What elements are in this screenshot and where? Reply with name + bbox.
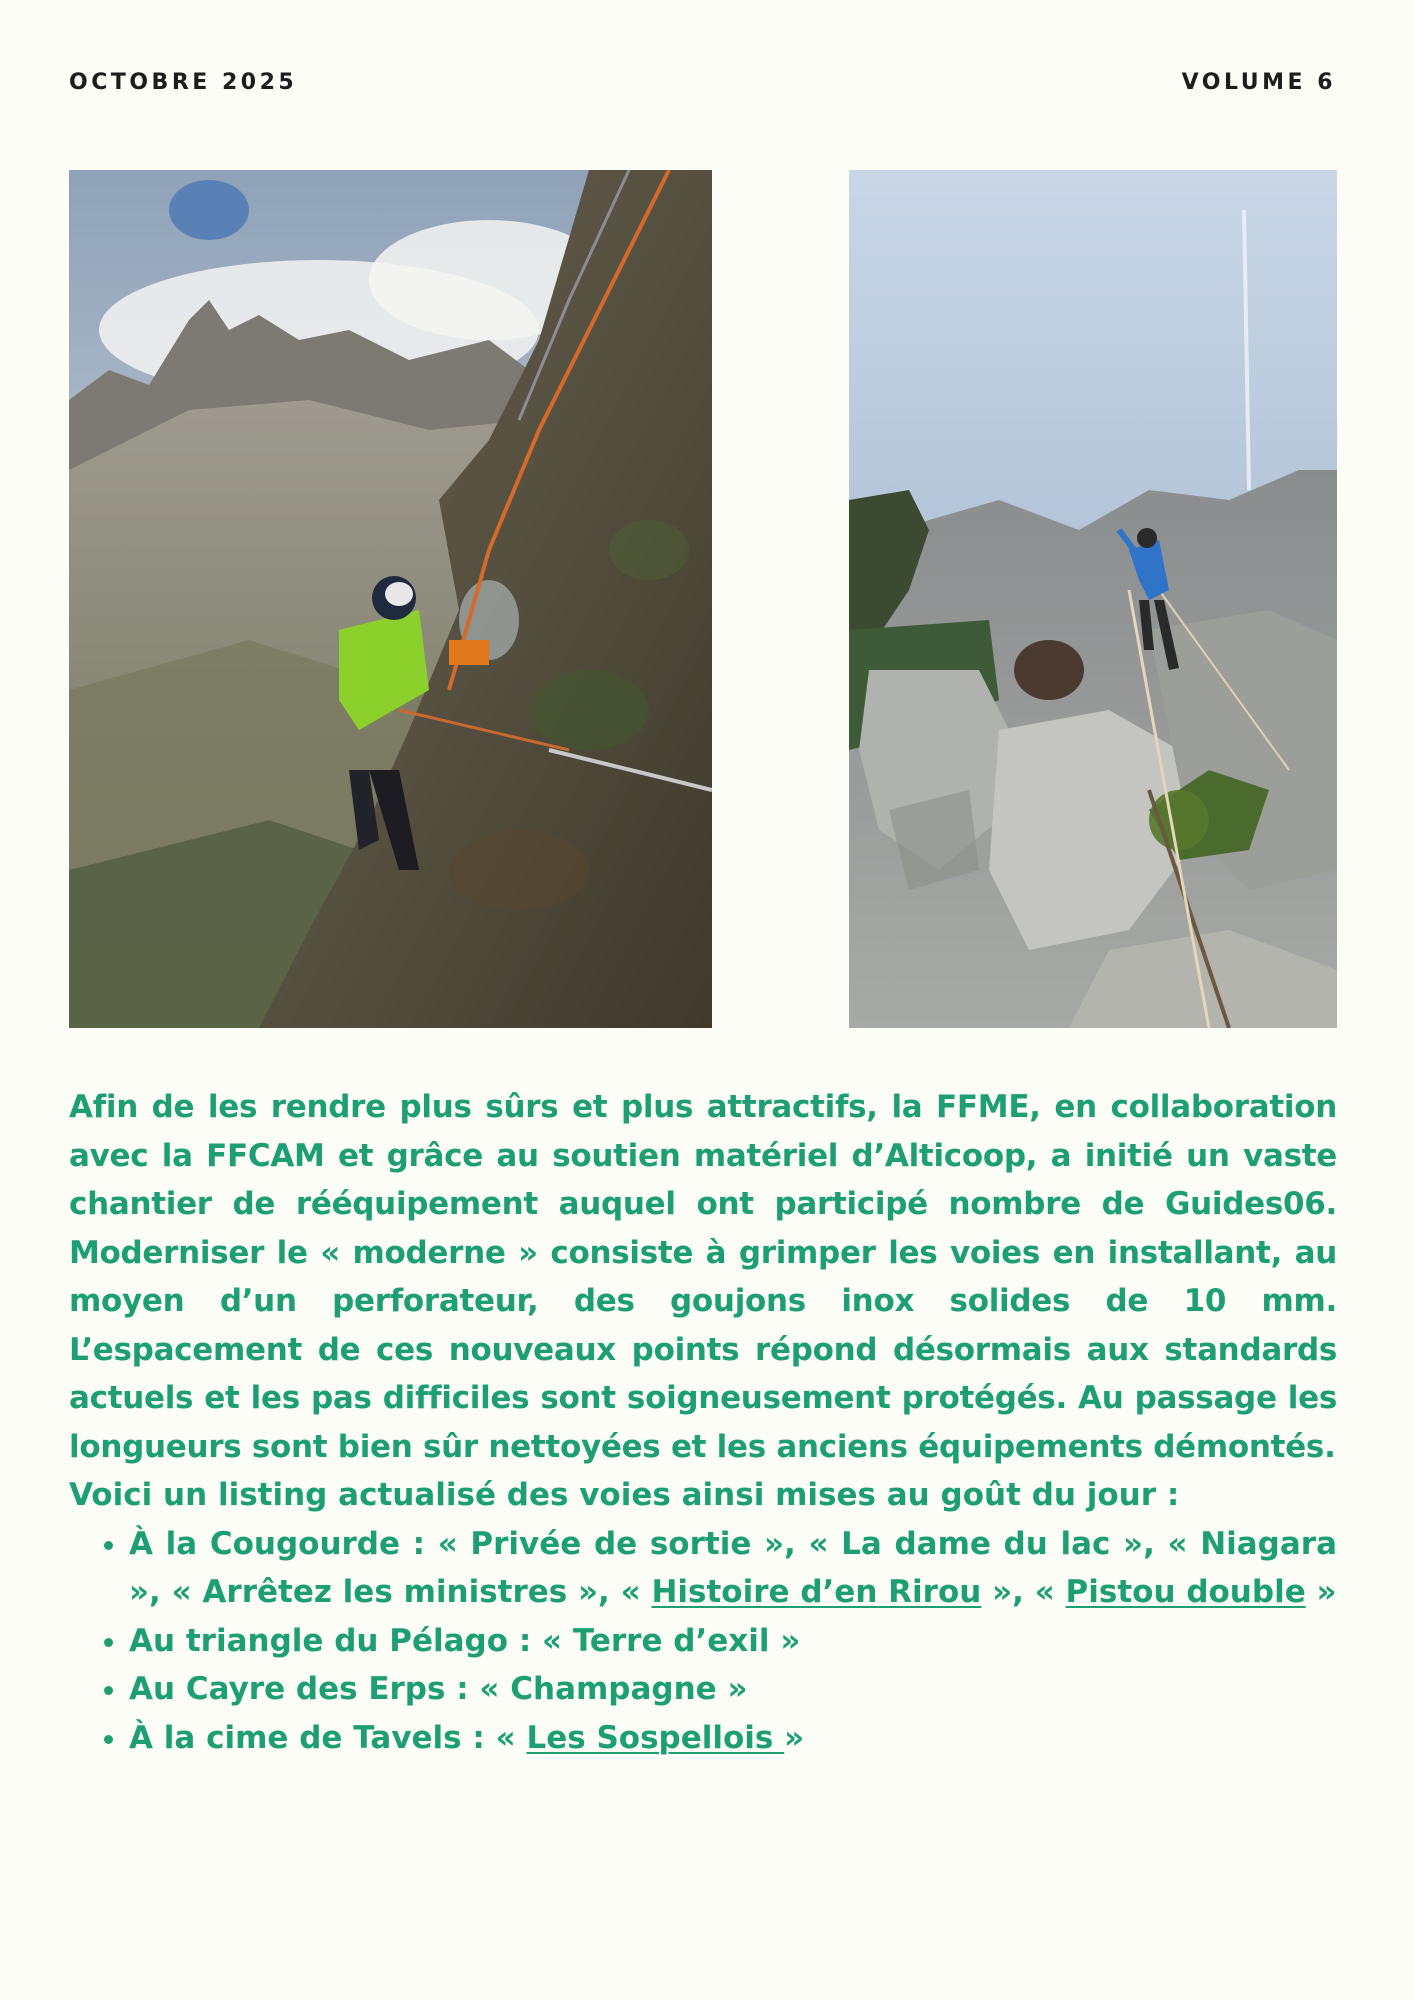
route-text: » (784, 1719, 805, 1756)
article-body (69, 1083, 1337, 1762)
issue-volume: VOLUME 6 (1181, 70, 1336, 95)
route-list (69, 1520, 1337, 1763)
article-intro-paragraph: Afin de les rendre plus sûrs et plus attractifs, la FFME, en collaboration avec la FFCAM et grâce au soutien matériel d’Alticoop, a initié un vaste chantier de rééquipement auquel ont participé nombre de Guides06. Moderniser le « moderne » consiste à grimper les voies en installant, au moyen d’un perforateur, des goujons inox solides de 10 mm. L’espacement de ces nouveaux points répond désormais aux standards actuels et les pas difficiles sont soigneusement protégés. Au passage les longueurs sont bien sûr nettoyées et les anciens équipements démontés. (69, 1089, 1337, 1465)
route-text: Au Cayre des Erps : « Champagne » (129, 1671, 748, 1707)
route-text: Au triangle du Pélago : « Terre d’exil » (129, 1622, 801, 1659)
list-item (129, 1665, 1337, 1714)
route-link-histoire-den-rirou[interactable]: Histoire d’en Rirou (651, 1574, 982, 1610)
route-link-les-sospellois[interactable]: Les Sospellois (526, 1719, 785, 1756)
photo-limestone-climber (849, 170, 1337, 1028)
route-text: À la Cougourde : « Privée de sortie », « La dame du lac », « Niagara », « Arrêtez les ministres », « (129, 1525, 1337, 1610)
photo-alpine-climber (69, 170, 712, 1028)
route-text: » (1305, 1574, 1337, 1610)
route-text: », « (981, 1574, 1066, 1610)
listing-lead: Voici un listing actualisé des voies ainsi mises au goût du jour : (69, 1477, 1180, 1513)
route-link-pistou-double[interactable]: Pistou double (1065, 1574, 1306, 1610)
issue-date: OCTOBRE 2025 (69, 70, 298, 95)
list-item (129, 1714, 1337, 1763)
list-item (129, 1617, 1337, 1666)
list-item (129, 1520, 1337, 1617)
route-text: À la cime de Tavels : « (129, 1719, 527, 1756)
